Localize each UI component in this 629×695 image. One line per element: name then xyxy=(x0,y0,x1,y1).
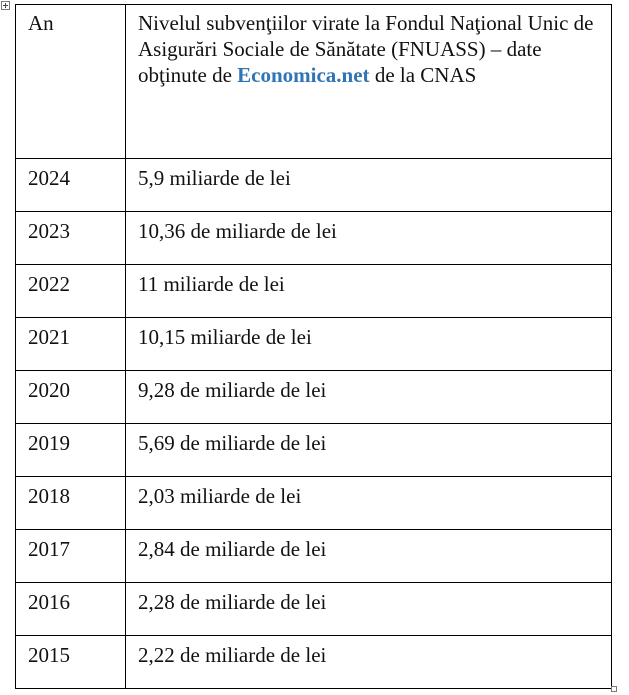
value-cell: 2,28 de miliarde de lei xyxy=(126,583,612,636)
year-cell: 2015 xyxy=(16,636,126,689)
table-row xyxy=(16,636,612,689)
header-year-label: An xyxy=(28,11,54,35)
table-row xyxy=(16,159,612,212)
year-cell: 2018 xyxy=(16,477,126,530)
subsidies-table xyxy=(15,4,612,689)
table-resize-handle-icon[interactable] xyxy=(611,686,617,692)
year-cell: 2022 xyxy=(16,265,126,318)
header-value-cell xyxy=(126,5,612,159)
value-cell: 2,22 de miliarde de lei xyxy=(126,636,612,689)
table-row xyxy=(16,371,612,424)
table-row xyxy=(16,424,612,477)
value-cell: 2,03 miliarde de lei xyxy=(126,477,612,530)
year-cell: 2019 xyxy=(16,424,126,477)
table-row xyxy=(16,318,612,371)
value-cell: 11 miliarde de lei xyxy=(126,265,612,318)
year-cell: 2024 xyxy=(16,159,126,212)
value-cell: 5,9 miliarde de lei xyxy=(126,159,612,212)
year-cell: 2017 xyxy=(16,530,126,583)
table-row xyxy=(16,530,612,583)
year-cell: 2021 xyxy=(16,318,126,371)
table-header-row xyxy=(16,5,612,159)
table-row xyxy=(16,583,612,636)
value-cell: 10,36 de miliarde de lei xyxy=(126,212,612,265)
value-cell: 5,69 de miliarde de lei xyxy=(126,424,612,477)
value-cell: 10,15 miliarde de lei xyxy=(126,318,612,371)
year-cell: 2023 xyxy=(16,212,126,265)
value-cell: 2,84 de miliarde de lei xyxy=(126,530,612,583)
economica-link[interactable]: Economica.net xyxy=(237,63,370,87)
table-row xyxy=(16,212,612,265)
header-value-text: Nivelul subvenţiilor virate la Fondul Naţional Unic de Asigurări Sociale de Sănătate (FNUASS) – date obţinute de xyxy=(138,11,594,87)
year-cell: 2020 xyxy=(16,371,126,424)
table-move-handle-icon[interactable] xyxy=(1,1,10,10)
header-year-cell xyxy=(16,5,126,159)
table-row xyxy=(16,265,612,318)
table-row xyxy=(16,477,612,530)
header-value-suffix: de la CNAS xyxy=(369,63,477,87)
value-cell: 9,28 de miliarde de lei xyxy=(126,371,612,424)
year-cell: 2016 xyxy=(16,583,126,636)
